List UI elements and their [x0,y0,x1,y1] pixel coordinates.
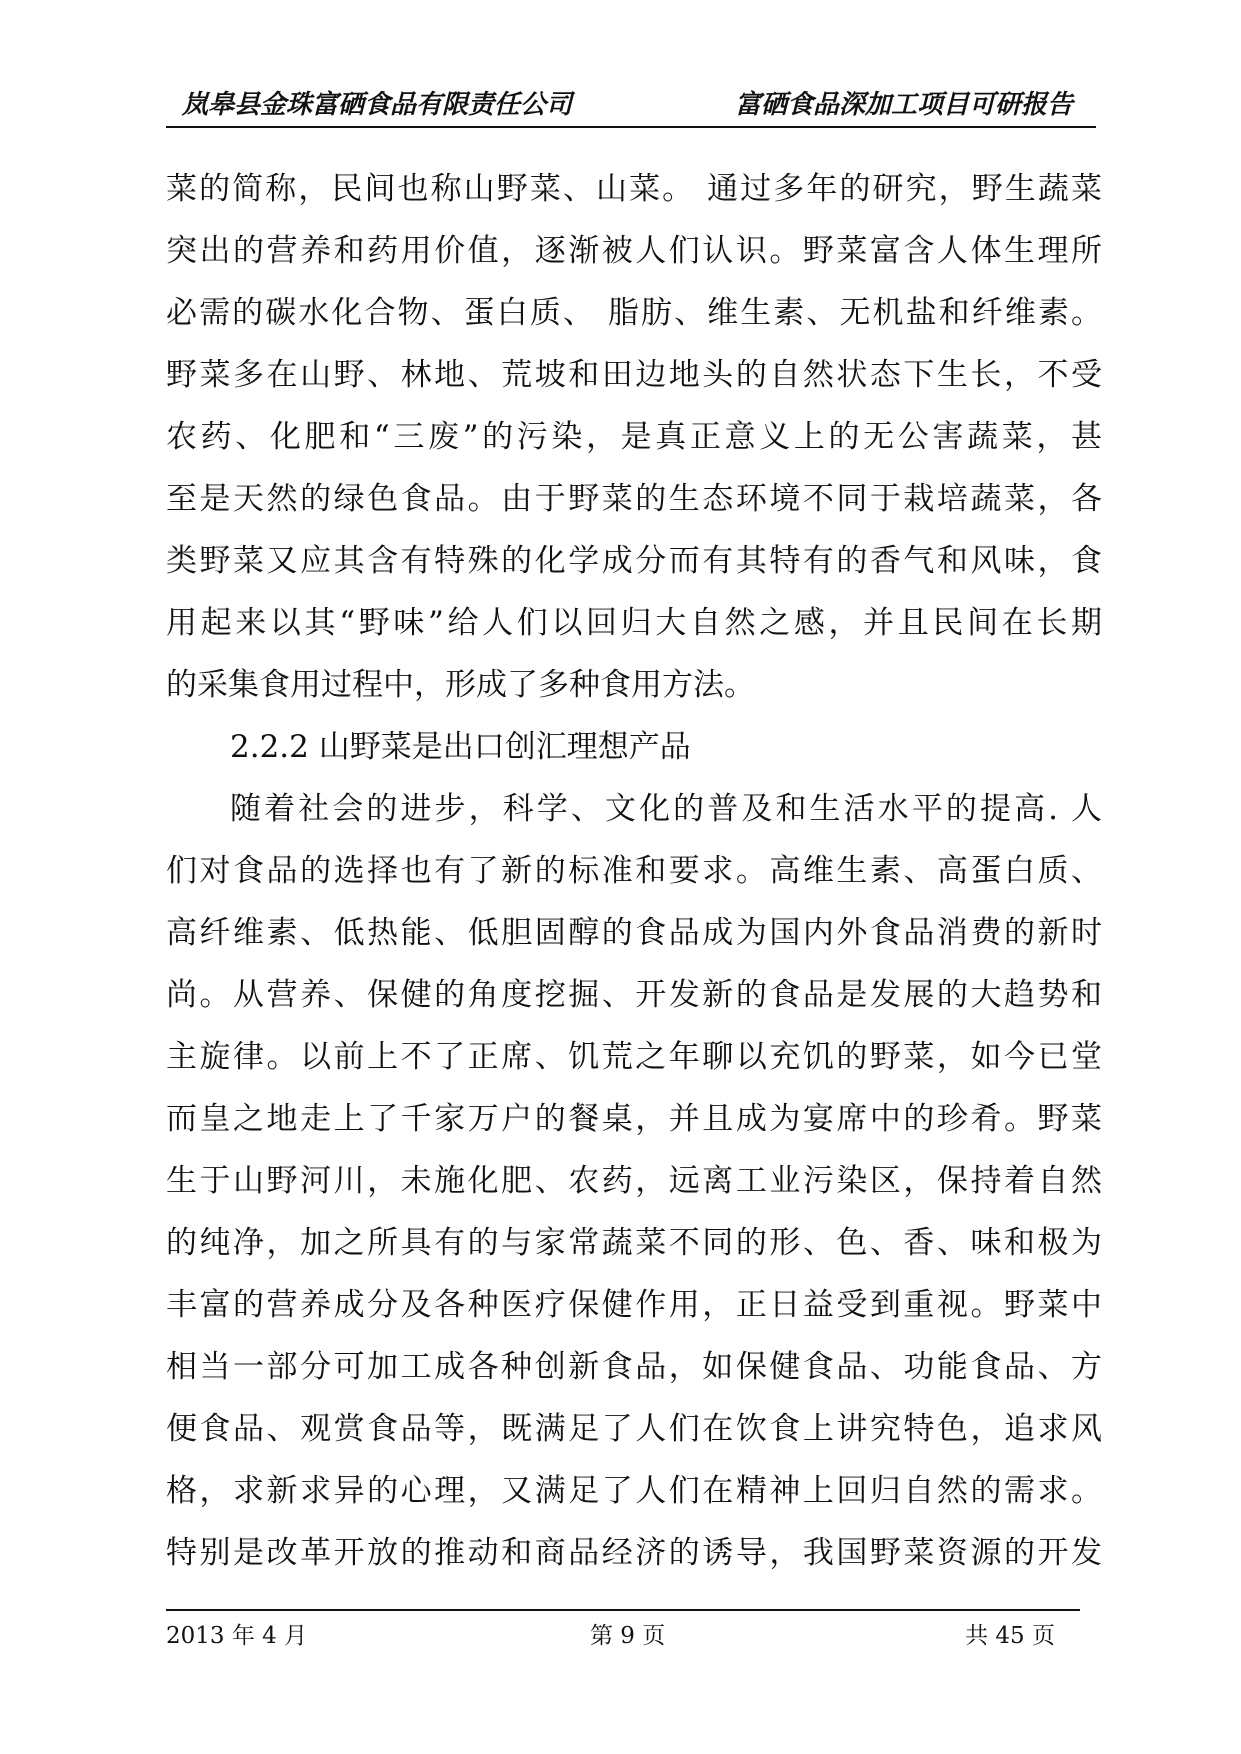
text-line: 相当一部分可加工成各种创新食品，如保健食品、功能食品、方 [166,1349,1102,1385]
text-line: 们对食品的选择也有了新的标准和要求。高维生素、高蛋白质、 [166,853,1102,889]
text-line: 突出的营养和药用价值，逐渐被人们认识。野菜富含人体生理所 [166,233,1102,269]
header-rule [166,126,1096,128]
text-line: 高纤维素、低热能、低胆固醇的食品成为国内外食品消费的新时 [166,915,1102,951]
text-line: 格，求新求异的心理，又满足了人们在精神上回归自然的需求。 [166,1473,1102,1509]
text-line: 随着社会的进步，科学、文化的普及和生活水平的提高. 人 [230,791,1102,827]
footer-page-number: 第 9 页 [590,1623,666,1649]
section-heading: 2.2.2 山野菜是出口创汇理想产品 [230,729,691,765]
text-line: 至是天然的绿色食品。由于野菜的生态环境不同于栽培蔬菜，各 [166,481,1102,517]
text-line: 丰富的营养成分及各种医疗保健作用，正日益受到重视。野菜中 [166,1287,1102,1323]
text-line: 农药、化肥和“三废”的污染，是真正意义上的无公害蔬菜，甚 [166,419,1102,455]
text-line: 生于山野河川，未施化肥、农药，远离工业污染区，保持着自然 [166,1163,1102,1199]
header-report-title: 富硒食品深加工项目可研报告 [734,90,1073,120]
text-line: 用起来以其“野味”给人们以回归大自然之感，并且民间在长期 [166,605,1102,641]
text-line: 类野菜又应其含有特殊的化学成分而有其特有的香气和风味，食 [166,543,1102,579]
text-line: 便食品、观赏食品等，既满足了人们在饮食上讲究特色，追求风 [166,1411,1102,1447]
text-line: 的采集食用过程中，形成了多种食用方法。 [166,667,755,703]
text-line: 主旋律。以前上不了正席、饥荒之年聊以充饥的野菜，如今已堂 [166,1039,1102,1075]
body-text [166,158,1102,1584]
text-line: 野菜多在山野、林地、荒坡和田边地头的自然状态下生长，不受 [166,357,1102,393]
text-line: 菜的简称，民间也称山野菜、山菜。 通过多年的研究，野生蔬菜 [166,171,1102,207]
text-line: 必需的碳水化合物、蛋白质、 脂肪、维生素、无机盐和纤维素。 [166,295,1102,331]
footer-total-pages: 共 45 页 [965,1623,1055,1649]
footer-rule [166,1609,1080,1611]
text-line: 尚。从营养、保健的角度挖掘、开发新的食品是发展的大趋势和 [166,977,1102,1013]
text-line: 的纯净，加之所具有的与家常蔬菜不同的形、色、香、味和极为 [166,1225,1102,1261]
footer-date: 2013 年 4 月 [166,1623,308,1649]
text-line: 而皇之地走上了千家万户的餐桌，并且成为宴席中的珍肴。野菜 [166,1101,1102,1137]
text-line: 特别是改革开放的推动和商品经济的诱导，我国野菜资源的开发 [166,1535,1102,1571]
header-company-name: 岚皋县金珠富硒食品有限责任公司 [182,90,573,120]
